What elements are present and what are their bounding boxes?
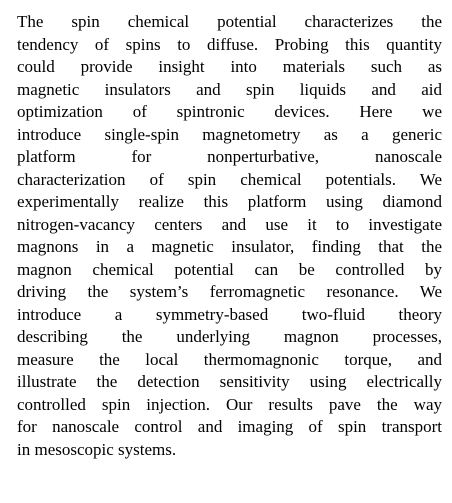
abstract-line: optimization of spintronic devices. Here we (17, 102, 442, 121)
abstract-line: magnons in a magnetic insulator, finding that the (17, 237, 442, 256)
abstract-line: experimentally realize this platform using diamond (17, 192, 442, 211)
abstract-text (17, 11, 442, 461)
abstract-line: nitrogen-vacancy centers and use it to investigate (17, 214, 442, 234)
abstract-line: platform for nonperturbative, nanoscale (17, 147, 442, 166)
abstract-line: magnon chemical potential can be controlled by (17, 259, 442, 279)
abstract-line: magnetic insulators and spin liquids and aid (17, 79, 442, 99)
abstract-line: introduce single-spin magnetometry as a generic (17, 124, 442, 144)
abstract-line: driving the system’s ferromagnetic resonance. We (17, 282, 442, 301)
abstract-line: tendency of spins to diffuse. Probing this quantity (17, 34, 442, 54)
abstract-line: in mesoscopic systems. (17, 439, 177, 459)
abstract-line: characterization of spin chemical potentials. We (17, 169, 442, 189)
abstract-line: The spin chemical potential characterizes the (17, 12, 442, 31)
abstract-line: measure the local thermomagnonic torque, and (17, 349, 442, 369)
abstract-line: describing the underlying magnon processes, (17, 327, 442, 346)
abstract-line: illustrate the detection sensitivity using electrically (17, 372, 442, 391)
abstract-line: could provide insight into materials such as (17, 57, 442, 76)
abstract-line: for nanoscale control and imaging of spin transport (17, 417, 442, 436)
abstract-line: controlled spin injection. Our results pave the way (17, 394, 442, 414)
abstract-line: introduce a symmetry-based two-fluid theory (17, 304, 442, 324)
